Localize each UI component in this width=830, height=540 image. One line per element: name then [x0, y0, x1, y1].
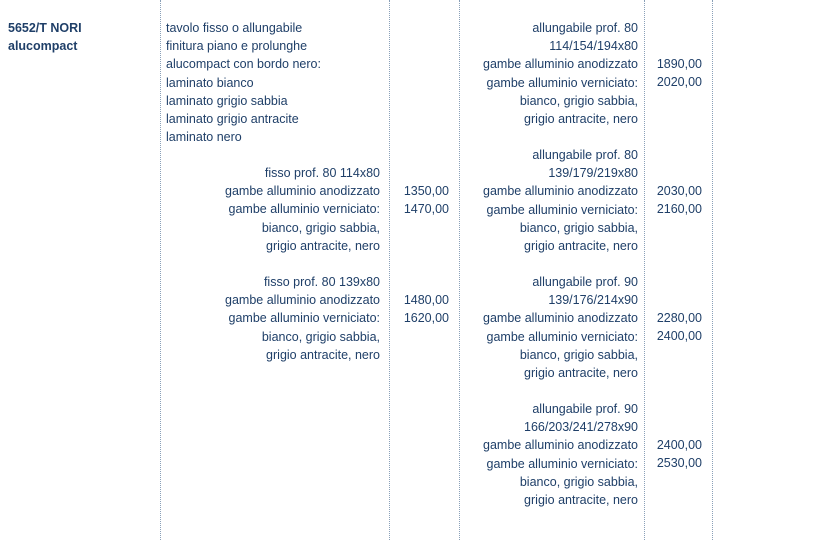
- leg-option-painted: gambe alluminio verniciato:: [228, 311, 380, 326]
- leg-option-anodized: gambe alluminio anodizzato: [225, 293, 380, 308]
- color-options: grigio antracite, nero: [524, 238, 638, 253]
- price-value: 1350,00: [403, 184, 449, 198]
- description-line: laminato grigio sabbia: [166, 93, 288, 108]
- leg-option-anodized: gambe alluminio anodizzato: [483, 57, 638, 72]
- color-options: bianco, grigio sabbia,: [261, 329, 380, 344]
- price-value: 1480,00: [403, 293, 449, 307]
- price-value: 2030,00: [656, 184, 702, 198]
- color-options: grigio antracite, nero: [524, 111, 638, 126]
- description-line: alucompact con bordo nero:: [166, 57, 321, 72]
- fixed-table-prices: [404, 182, 449, 218]
- extendable-table-spec: [483, 146, 638, 255]
- extendable-size-label: 114/154/194x80: [549, 39, 638, 54]
- description-line: tavolo fisso o allungabile: [166, 21, 303, 35]
- color-options: grigio antracite, nero: [266, 347, 380, 362]
- color-options: bianco, grigio sabbia,: [519, 220, 638, 235]
- fixed-size-label: fisso prof. 80 139x80: [263, 275, 380, 289]
- color-options: bianco, grigio sabbia,: [519, 474, 638, 489]
- column-divider: [712, 0, 713, 540]
- extendable-table-prices: [657, 182, 702, 218]
- leg-option-anodized: gambe alluminio anodizzato: [483, 184, 638, 199]
- extendable-table-prices: [657, 436, 702, 472]
- product-code: [8, 19, 82, 55]
- color-options: grigio antracite, nero: [266, 238, 380, 253]
- color-options: bianco, grigio sabbia,: [261, 220, 380, 235]
- extendable-table-prices: [657, 55, 702, 91]
- description-line: laminato nero: [166, 130, 242, 145]
- extendable-depth-label: allungabile prof. 90: [532, 402, 638, 416]
- price-value: 2400,00: [656, 438, 702, 452]
- column-divider: [644, 0, 645, 540]
- leg-option-painted: gambe alluminio verniciato:: [486, 202, 638, 217]
- column-divider: [160, 0, 161, 540]
- price-value: 1620,00: [403, 311, 449, 326]
- fixed-table-spec: [225, 164, 380, 255]
- product-description: [166, 19, 321, 146]
- description-line: finitura piano e prolunghe: [166, 39, 308, 54]
- product-code-text: 5652/T NORI: [8, 21, 82, 35]
- leg-option-painted: gambe alluminio verniciato:: [486, 75, 638, 90]
- extendable-depth-label: allungabile prof. 80: [532, 21, 638, 35]
- extendable-depth-label: allungabile prof. 90: [532, 275, 638, 289]
- extendable-size-label: 139/176/214x90: [548, 293, 638, 308]
- price-value: 2160,00: [656, 202, 702, 217]
- color-options: bianco, grigio sabbia,: [519, 347, 638, 362]
- color-options: grigio antracite, nero: [524, 365, 638, 380]
- price-value: 2280,00: [656, 311, 702, 325]
- price-value: 2020,00: [656, 75, 702, 90]
- extendable-table-spec: [483, 400, 638, 509]
- extendable-size-label: 166/203/241/278x90: [524, 420, 638, 435]
- extendable-table-spec: [483, 19, 638, 128]
- product-material-text: alucompact: [8, 39, 78, 54]
- description-line: laminato grigio antracite: [166, 111, 299, 126]
- leg-option-painted: gambe alluminio verniciato:: [486, 456, 638, 471]
- leg-option-painted: gambe alluminio verniciato:: [486, 329, 638, 344]
- extendable-table-spec: [483, 273, 638, 382]
- price-value: 1470,00: [403, 202, 449, 217]
- fixed-table-spec: [225, 273, 380, 364]
- fixed-size-label: fisso prof. 80 114x80: [264, 166, 380, 180]
- column-divider: [389, 0, 390, 540]
- leg-option-anodized: gambe alluminio anodizzato: [483, 438, 638, 453]
- extendable-size-label: 139/179/219x80: [548, 166, 638, 181]
- fixed-table-prices: [404, 291, 449, 327]
- column-divider: [459, 0, 460, 540]
- price-value: 2400,00: [656, 329, 702, 344]
- extendable-table-prices: [657, 309, 702, 345]
- leg-option-anodized: gambe alluminio anodizzato: [225, 184, 380, 199]
- extendable-depth-label: allungabile prof. 80: [532, 148, 638, 162]
- description-line: laminato bianco: [166, 75, 254, 90]
- leg-option-anodized: gambe alluminio anodizzato: [483, 311, 638, 326]
- leg-option-painted: gambe alluminio verniciato:: [228, 202, 380, 217]
- color-options: grigio antracite, nero: [524, 492, 638, 507]
- price-value: 1890,00: [656, 57, 702, 71]
- color-options: bianco, grigio sabbia,: [519, 93, 638, 108]
- price-value: 2530,00: [656, 456, 702, 471]
